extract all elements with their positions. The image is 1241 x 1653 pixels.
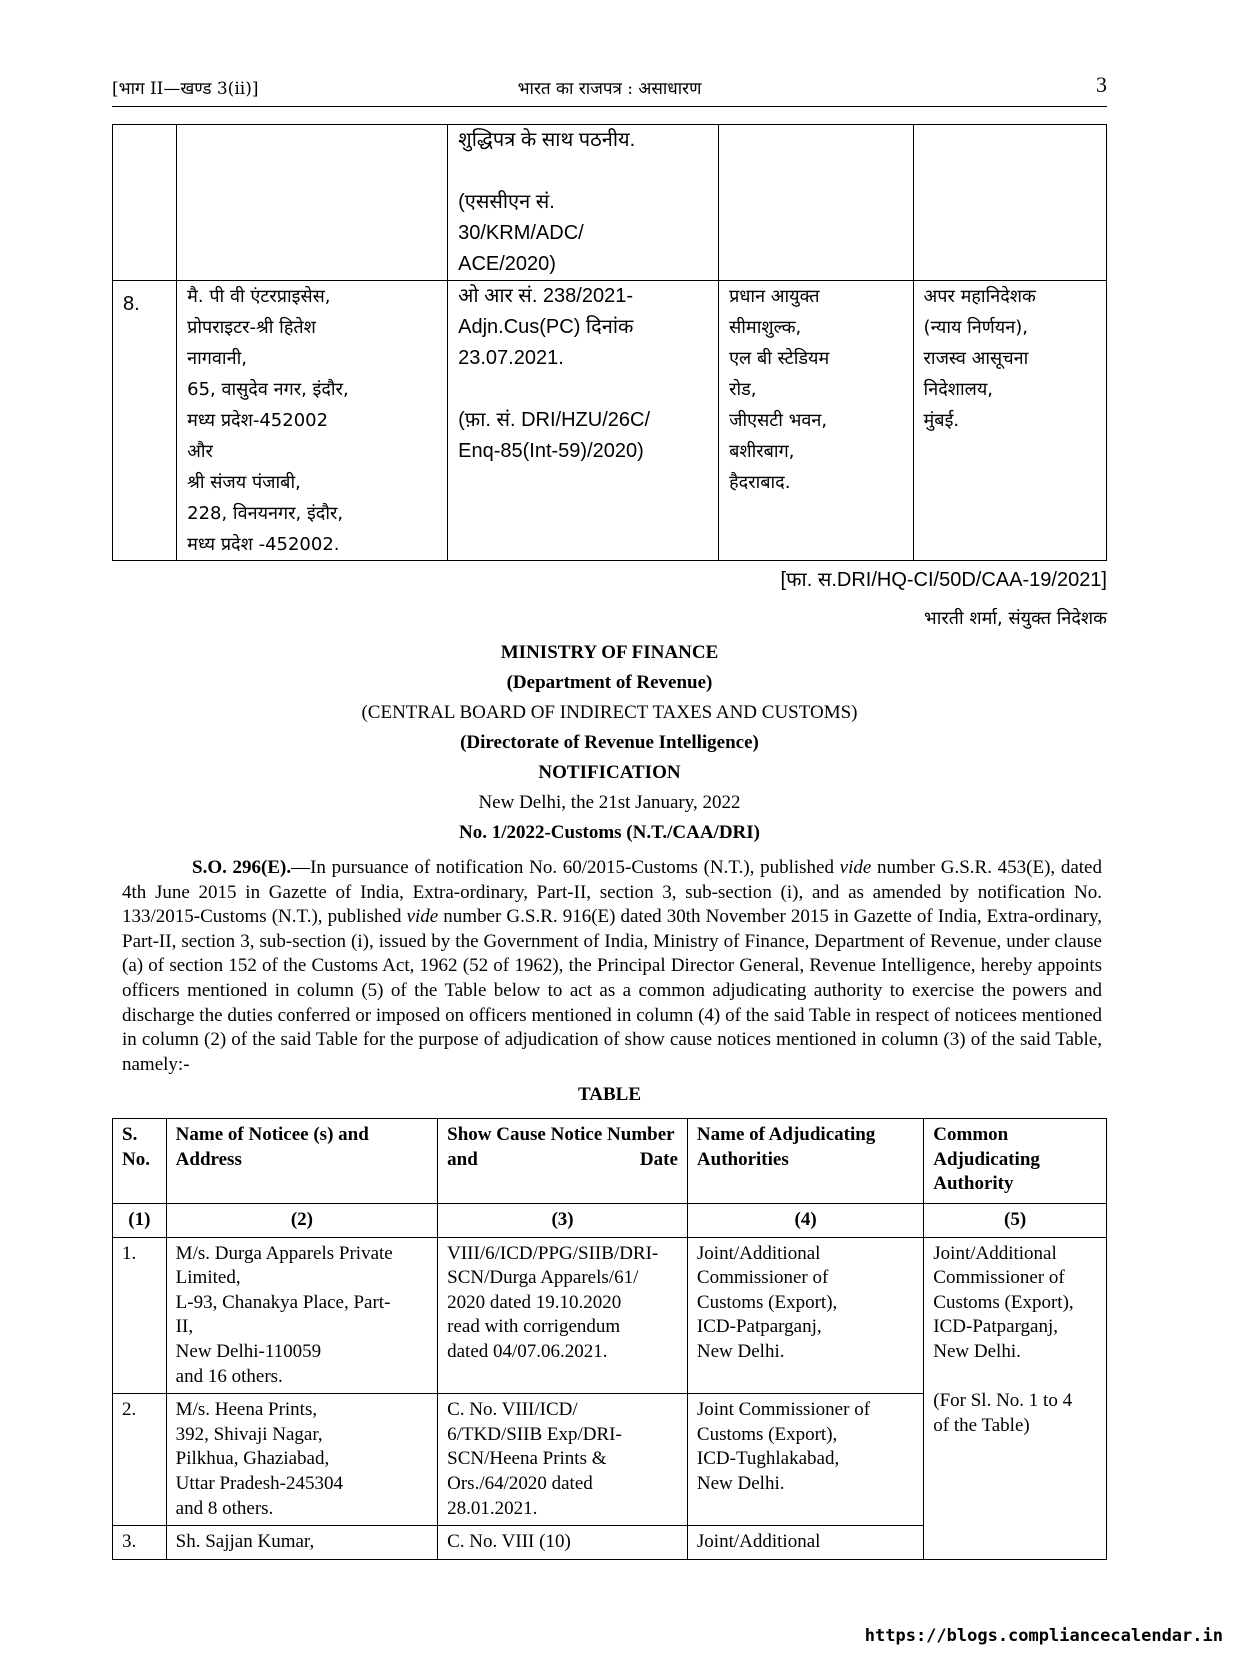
cell-line: जीएसटी भवन, [729,410,828,431]
ministry-heading: MINISTRY OF FINANCE [500,642,719,663]
column-number: (3) [438,1204,688,1238]
cell-line: नागवानी, [187,348,247,369]
cell-line: (न्याय निर्णयन), [923,317,1028,338]
cell-line: ACE/2020) [458,253,556,275]
col-header-noticee: Name of Noticee (s) and Address [166,1119,437,1204]
authority-cell: Joint/Additional Commissioner of Customs (Export), ICD-Patparganj, New Delhi. [687,1237,923,1394]
body-text-italic: vide [406,906,439,928]
column-number: (1) [113,1204,167,1238]
common-authority-cell [913,281,1106,561]
cell-line: 228, विनयनगर, इंदौर, [187,503,344,524]
hindi-table [112,124,1107,561]
signatory: भारती शर्मा, संयुक्त निदेशक [924,608,1107,629]
cell-line: 30/KRM/ADC/ [458,222,584,244]
body-text: number G.S.R. 916(E) dated 30th November 2015 in Gazette of India, Extra-ordinary, Part-II, section 3, sub-section (i), issued by the Government of India, Ministry of Finance, Department of Revenue, under clause (a) of section 152 of the Customs Act, 1962 (52 of 1962), the Principal Director General, Revenue Intelligence, hereby appoints officers mentioned in column (5) of the Table below to act as a common adjudicating authority to exercise the powers and discharge the duties conferred or imposed on officers mentioned in column (4) of the said Table in respect of noticees mentioned in column (2) of the said Table for the purpose of adjudication of show cause notices mentioned in column (3) of the said Table, namely:- [122,906,1102,1075]
notice-cell: VIII/6/ICD/PPG/SIIB/DRI- SCN/Durga Apparels/61/ 2020 dated 19.10.2020 read with corrigendum dated 04/07.06.2021. [438,1237,688,1394]
authority-cell: Joint/Additional [687,1526,923,1560]
table-row [113,125,1107,281]
table-header-row [113,1119,1107,1204]
appointment-table [112,1118,1107,1560]
cell-line: मध्य प्रदेश-452002 [187,410,329,431]
notification-heading: NOTIFICATION [538,762,681,783]
department-heading: (Department of Revenue) [506,672,713,693]
cell-line: प्रधान आयुक्त [729,286,820,307]
column-number: (5) [924,1204,1107,1238]
authority-cell [719,281,913,561]
table-row [113,1237,1107,1394]
notice-cell: C. No. VIII (10) [438,1526,688,1560]
cell-line: एल बी स्टेडियम [729,348,830,369]
cell-line: सीमाशुल्क, [729,317,802,338]
directorate-heading: (Directorate of Revenue Intelligence) [460,732,759,753]
page-number: 3 [1096,72,1107,97]
serial-number: 2. [113,1394,167,1526]
body-text: —In pursuance of notification No. 60/2015-Customs (N.T.), published [291,857,840,878]
table-title: TABLE [577,1084,641,1105]
notice-cell: C. No. VIII/ICD/ 6/TKD/SIIB Exp/DRI- SCN/Heena Prints & Ors./64/2020 dated 28.01.2021. [438,1394,688,1526]
notice-cell [448,125,719,281]
gazette-section: [भाग II—खण्ड 3(ii)] [112,79,259,99]
cell-line: रोड, [729,379,757,400]
body-text: number G.S.R. 453(E), dated 4th June 2015 in Gazette of India, Extra-ordinary, Part-II, section 3, sub-section (i), and as amended by notification No. 133/2015-Customs (N.T.), published [122,857,1102,928]
file-reference: [फा. स.DRI/HQ-CI/50D/CAA-19/2021] [780,569,1107,591]
cell-line: प्रोपराइटर-श्री हितेश [187,317,316,338]
board-heading: (CENTRAL BOARD OF INDIRECT TAXES AND CUSTOMS) [361,702,858,723]
cell-line: हैदराबाद. [729,472,791,493]
cell-line: मुंबई. [923,410,960,431]
watermark-url: https://blogs.compliancecalendar.in [864,1626,1223,1646]
cell-line: (फ़ा. सं. DRI/HZU/26C/ [458,409,651,431]
authority-cell: Joint Commissioner of Customs (Export), ICD-Tughlakabad, New Delhi. [687,1394,923,1526]
cell-line: ओ आर सं. 238/2021- [458,285,634,307]
col-header-notice: Show Cause Notice Number and Date [438,1119,688,1204]
noticee-cell: Sh. Sajjan Kumar, [166,1526,437,1560]
cell-line: मध्य प्रदेश -452002. [187,534,340,555]
noticee-cell: M/s. Heena Prints, 392, Shivaji Nagar, Pilkhua, Ghaziabad, Uttar Pradesh-245304 and 8 others. [166,1394,437,1526]
serial-number: 3. [113,1526,167,1560]
table-row [113,281,1107,561]
cell-line: राजस्व आसूचना [923,348,1029,369]
col-header-authority: Name of Adjudicating Authorities [687,1119,923,1204]
cell-line: Adjn.Cus(PC) दिनांक [458,316,634,338]
col-header-common: Common Adjudicating Authority [924,1119,1107,1204]
col-header-sno: S. No. [113,1119,167,1204]
cell-line: निदेशालय, [923,379,994,400]
noticee-cell: M/s. Durga Apparels Private Limited, L-93, Chanakya Place, Part- II, New Delhi-110059 and 16 others. [166,1237,437,1394]
notification-number: No. 1/2022-Customs (N.T./CAA/DRI) [458,822,760,843]
place-date: New Delhi, the 21st January, 2022 [478,792,741,813]
cell-line: शुद्धिपत्र के साथ पठनीय. [458,129,636,151]
cell-line: 23.07.2021. [458,347,564,369]
cell-line: (एससीएन सं. [458,191,555,213]
cell-line: 65, वासुदेव नगर, इंदौर, [187,379,349,400]
column-number-row [113,1204,1107,1238]
so-number: S.O. 296(E). [192,857,292,878]
page-header [112,72,1107,106]
cell-line: श्री संजय पंजाबी, [187,472,301,493]
column-number: (4) [687,1204,923,1238]
serial-number: 1. [113,1237,167,1394]
common-authority-cell: Joint/Additional Commissioner of Customs (Export), ICD-Patparganj, New Delhi. (For Sl. No. 1 to 4 of the Table) [924,1237,1107,1559]
body-text-italic: vide [839,857,872,878]
column-number: (2) [166,1204,437,1238]
notice-cell [448,281,719,561]
notification-body [122,856,1102,1077]
noticee-cell [177,281,448,561]
cell-line: बशीरबाग, [729,441,795,462]
header-rule [112,106,1107,107]
cell-line: Enq-85(Int-59)/2020) [458,440,644,462]
serial-number: 8. [113,281,177,561]
cell-line: अपर महानिदेशक [923,286,1036,307]
cell-line: मै. पी वी एंटरप्राइसेस, [187,286,331,307]
cell-line: और [187,441,213,462]
gazette-title: भारत का राजपत्र : असाधारण [517,79,702,99]
